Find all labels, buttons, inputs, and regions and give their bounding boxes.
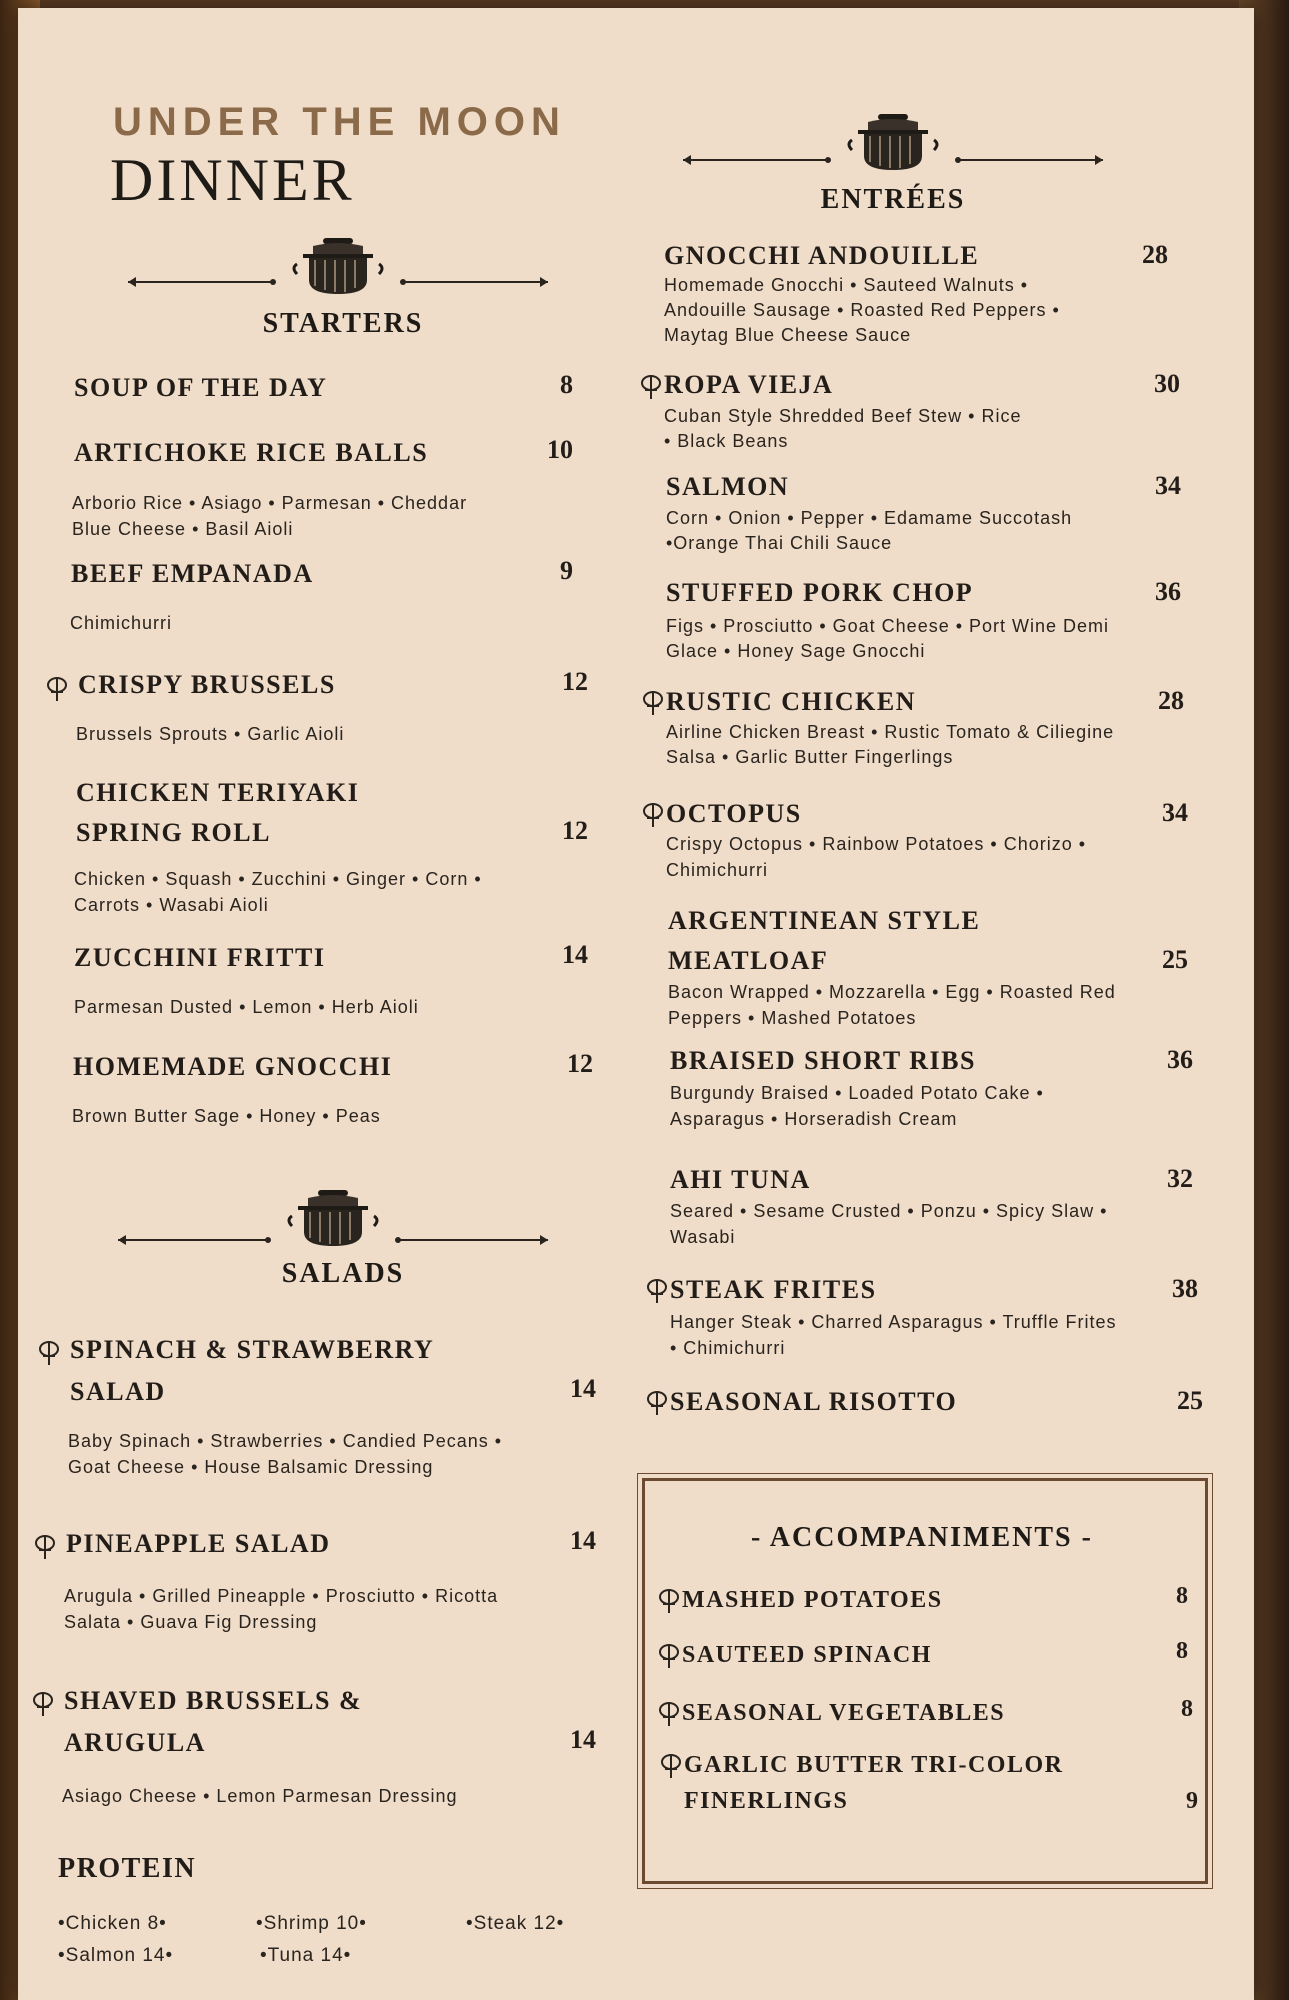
vegetarian-symbol-icon [46, 676, 68, 702]
menu-item-price: 8 [560, 370, 573, 399]
cooking-pot-icon [294, 238, 382, 294]
menu-item-name: OCTOPUS [666, 799, 802, 828]
menu-item-description: Blue Cheese • Basil Aioli [72, 519, 294, 539]
vegetarian-symbol-icon [646, 1278, 668, 1304]
protein-option: •Steak 12• [466, 1913, 565, 1934]
menu-item-description: Asiago Cheese • Lemon Parmesan Dressing [62, 1786, 458, 1806]
menu-item-name: SALMON [666, 472, 790, 501]
menu-item-name: AHI TUNA [670, 1165, 811, 1194]
menu-item-price: 36 [1155, 577, 1181, 606]
salads-divider [113, 1178, 553, 1258]
vegetarian-symbol-icon [34, 1534, 56, 1560]
menu-item-description: Asparagus • Horseradish Cream [670, 1109, 958, 1129]
menu-item-name: ARTICHOKE RICE BALLS [74, 438, 429, 467]
menu-item-price: 12 [562, 667, 588, 696]
menu-item-name: SOUP OF THE DAY [74, 373, 328, 402]
menu-item-name: SAUTEED SPINACH [682, 1642, 932, 1668]
menu-item-price: 8 [1176, 1638, 1188, 1664]
menu-item-price: 12 [567, 1049, 593, 1078]
entrees-divider [678, 108, 1108, 178]
entrees-heading: ENTRÉES [820, 184, 966, 215]
menu-item-description: Peppers • Mashed Potatoes [668, 1008, 917, 1028]
menu-item-price: 14 [562, 940, 588, 969]
menu-item-description: Bacon Wrapped • Mozzarella • Egg • Roasted Red [668, 982, 1116, 1002]
menu-item-description: Baby Spinach • Strawberries • Candied Pecans • [68, 1431, 503, 1451]
cooking-pot-icon [289, 1190, 377, 1246]
menu-item-name: STEAK FRITES [670, 1275, 877, 1304]
salads-heading: SALADS [281, 1258, 405, 1289]
menu-item-description: Arborio Rice • Asiago • Parmesan • Cheddar [72, 493, 468, 513]
vegetarian-symbol-icon [642, 690, 664, 716]
menu-item-name-continued: MEATLOAF [668, 946, 829, 975]
menu-item-name: BRAISED SHORT RIBS [670, 1046, 976, 1075]
menu-item-name: MASHED POTATOES [682, 1587, 943, 1613]
menu-item-price: 8 [1181, 1696, 1193, 1722]
menu-item-price: 14 [570, 1526, 596, 1555]
protein-option: •Tuna 14• [260, 1945, 352, 1966]
menu-item-name: GARLIC BUTTER TRI-COLOR [684, 1752, 1064, 1778]
menu-item-description: Airline Chicken Breast • Rustic Tomato & Ciliegine [666, 722, 1115, 742]
menu-item-name: SEASONAL VEGETABLES [682, 1700, 1006, 1726]
menu-item-description: Parmesan Dusted • Lemon • Herb Aioli [74, 997, 419, 1017]
menu-item-description: Figs • Prosciutto • Goat Cheese • Port Wine Demi [666, 616, 1110, 636]
menu-item-price: 28 [1158, 686, 1184, 715]
menu-item-price: 25 [1177, 1386, 1203, 1415]
menu-item-name: GNOCCHI ANDOUILLE [664, 241, 980, 270]
menu-item-name-continued: SPRING ROLL [76, 818, 271, 847]
menu-item-description: Carrots • Wasabi Aioli [74, 895, 269, 915]
accompaniments-heading: - ACCOMPANIMENTS - [751, 1522, 1093, 1553]
menu-item-description: Glace • Honey Sage Gnocchi [666, 641, 926, 661]
menu-item-price: 28 [1142, 240, 1168, 269]
menu-item-name-continued: ARUGULA [64, 1728, 206, 1757]
menu-item-description: Brussels Sprouts • Garlic Aioli [76, 724, 345, 744]
menu-item-price: 34 [1162, 798, 1188, 827]
menu-item-name: CHICKEN TERIYAKI [76, 778, 360, 807]
menu-item-price: 38 [1172, 1274, 1198, 1303]
menu-item-description: Corn • Onion • Pepper • Edamame Succotash [666, 508, 1073, 528]
menu-item-price: 36 [1167, 1045, 1193, 1074]
starters-divider [123, 230, 553, 300]
menu-item-description: Burgundy Braised • Loaded Potato Cake • [670, 1083, 1044, 1103]
menu-item-price: 30 [1154, 369, 1180, 398]
menu-item-name: ARGENTINEAN STYLE [668, 906, 981, 935]
menu-item-description: Andouille Sausage • Roasted Red Peppers • [664, 300, 1060, 320]
protein-option: •Shrimp 10• [256, 1913, 367, 1934]
menu-item-name: HOMEMADE GNOCCHI [73, 1052, 393, 1081]
menu-item-description: Crispy Octopus • Rainbow Potatoes • Chorizo • [666, 834, 1087, 854]
menu-item-name-continued: FINERLINGS [684, 1788, 849, 1814]
menu-item-price: 32 [1167, 1164, 1193, 1193]
menu-item-name: SPINACH & STRAWBERRY [70, 1335, 435, 1364]
vegetarian-symbol-icon [658, 1701, 680, 1727]
menu-item-description: Chicken • Squash • Zucchini • Ginger • Corn • [74, 869, 482, 889]
menu-item-price: 34 [1155, 471, 1181, 500]
menu-item-description: Hanger Steak • Charred Asparagus • Truffle Frites [670, 1312, 1117, 1332]
menu-item-price: 8 [1176, 1583, 1188, 1609]
restaurant-name: UNDER THE MOON [113, 100, 566, 144]
vegetarian-symbol-icon [640, 374, 662, 400]
menu-item-name: ZUCCHINI FRITTI [74, 943, 326, 972]
menu-item-name: BEEF EMPANADA [71, 559, 314, 588]
menu-item-name: SEASONAL RISOTTO [670, 1387, 958, 1416]
menu-item-price: 14 [570, 1374, 596, 1403]
vegetarian-symbol-icon [32, 1691, 54, 1717]
menu-item-name: STUFFED PORK CHOP [666, 578, 974, 607]
menu-item-name: PINEAPPLE SALAD [66, 1529, 331, 1558]
protein-option: •Salmon 14• [58, 1945, 174, 1966]
menu-item-description: • Chimichurri [670, 1338, 786, 1358]
cooking-pot-icon [849, 114, 937, 170]
menu-item-description: Brown Butter Sage • Honey • Peas [72, 1106, 381, 1126]
menu-item-name: ROPA VIEJA [664, 370, 834, 399]
menu-item-description: Wasabi [670, 1227, 736, 1247]
vegetarian-symbol-icon [658, 1588, 680, 1614]
menu-item-name: RUSTIC CHICKEN [666, 687, 916, 716]
menu-title: DINNER [110, 147, 355, 213]
menu-item-description: Salsa • Garlic Butter Fingerlings [666, 747, 954, 767]
menu-page [18, 8, 1254, 2000]
menu-item-name: CRISPY BRUSSELS [78, 670, 336, 699]
menu-item-name-continued: SALAD [70, 1377, 166, 1406]
menu-item-description: •Orange Thai Chili Sauce [666, 533, 893, 553]
menu-item-price: 25 [1162, 945, 1188, 974]
menu-item-description: Homemade Gnocchi • Sauteed Walnuts • [664, 275, 1029, 295]
menu-item-description: Seared • Sesame Crusted • Ponzu • Spicy Slaw • [670, 1201, 1108, 1221]
vegetarian-symbol-icon [660, 1753, 682, 1779]
menu-item-description: Arugula • Grilled Pineapple • Prosciutto • Ricotta [64, 1586, 499, 1606]
vegetarian-symbol-icon [38, 1340, 60, 1366]
menu-item-name: SHAVED BRUSSELS & [64, 1686, 363, 1715]
menu-item-price: 14 [570, 1725, 596, 1754]
menu-item-price: 10 [547, 435, 573, 464]
vegetarian-symbol-icon [646, 1390, 668, 1416]
menu-item-description: Chimichurri [70, 613, 173, 633]
vegetarian-symbol-icon [642, 802, 664, 828]
vegetarian-symbol-icon [658, 1643, 680, 1669]
menu-item-price: 9 [560, 556, 573, 585]
protein-heading: PROTEIN [58, 1853, 197, 1884]
starters-heading: STARTERS [262, 308, 424, 339]
protein-option: •Chicken 8• [58, 1913, 167, 1934]
menu-item-description: Maytag Blue Cheese Sauce [664, 325, 912, 345]
menu-item-description: Goat Cheese • House Balsamic Dressing [68, 1457, 434, 1477]
menu-item-description: Salata • Guava Fig Dressing [64, 1612, 318, 1632]
menu-item-price: 9 [1186, 1788, 1198, 1814]
menu-item-description: Chimichurri [666, 860, 769, 880]
menu-item-description: Cuban Style Shredded Beef Stew • Rice [664, 406, 1022, 426]
menu-item-description: • Black Beans [664, 431, 789, 451]
menu-item-price: 12 [562, 816, 588, 845]
